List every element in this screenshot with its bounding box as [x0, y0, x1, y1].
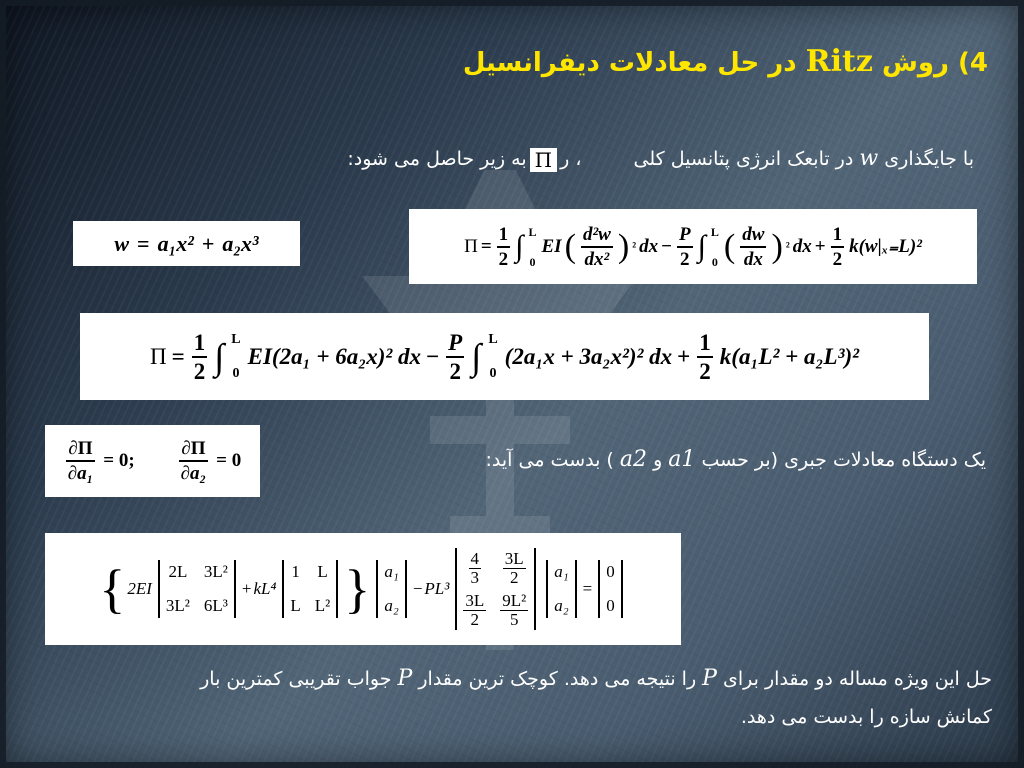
pi-general-ei: EI — [541, 235, 562, 257]
m3-cell — [463, 550, 486, 586]
line1-text-c: ر — [560, 148, 570, 170]
var-w: w — [859, 146, 879, 171]
line3-text-a: حل این ویژه مساله دو مقدار برای — [723, 668, 992, 690]
half2-num: 1 — [831, 225, 845, 248]
partial-a1 — [66, 439, 96, 483]
partial-a2 — [179, 439, 209, 483]
pi-general-plus: + — [814, 235, 826, 257]
equation-w-trial — [73, 221, 300, 266]
m3-num: 4 — [470, 549, 480, 568]
sub-limits-2 — [488, 333, 497, 381]
m3-num: 9L² — [502, 591, 527, 610]
m3-den: 2 — [470, 610, 480, 629]
sub-integral-1: ∫ — [214, 336, 225, 377]
coef-2ei: 2EI — [127, 579, 152, 598]
matrix-stiffness — [158, 560, 236, 618]
partial-a1-num: ∂Π — [66, 439, 94, 462]
pi-general-lhs: Π — [464, 235, 478, 257]
title-method-word: روش — [881, 48, 949, 78]
pi-symbol-inline: Π — [530, 148, 557, 172]
m3-num: 3L — [465, 591, 485, 610]
m1-cell: 3L² — [203, 562, 228, 581]
equation-pi-general: Π = $\frac{1}{2}$ ∫ L 0 EI ( $\frac{\text{d²w}}{\text{dx²}}$ ) ² dx − $\frac{P}{2}$ ∫ L 0 ( $\frac{dw}{dx}$ ) ² dx + $\frac{1}{2}$ k(w|ₓ₌L)² — [409, 209, 977, 284]
pi-sub-half-1 — [192, 331, 208, 383]
p-num: P — [677, 225, 693, 248]
limits-2 — [711, 226, 719, 268]
var-a2: a2 — [619, 447, 648, 472]
eq-w-lhs: w — [114, 230, 130, 256]
zero-cell: 0 — [606, 562, 615, 581]
conclusion-line-2 — [200, 698, 992, 736]
partial-a1-den: ∂a₁ — [67, 463, 94, 484]
title-number: 4) — [958, 48, 988, 78]
vector-a-2 — [546, 560, 576, 618]
lower-limit-1: 0 — [529, 254, 536, 269]
vec2-cell: a₁ — [554, 562, 569, 581]
m3-den: 2 — [509, 568, 519, 587]
m2-cell: L² — [314, 596, 331, 615]
pi-sub-term3: k(a₁L² + a₂L³)² — [719, 343, 860, 369]
m3-cell — [463, 592, 486, 628]
cond-eq1: = 0; — [103, 450, 135, 471]
spring-term: k(w|ₓ₌L)² — [849, 236, 922, 257]
pi-sub-term1: EI(2a₁ + 6a₂x)² dx — [247, 343, 422, 369]
sub-half-den: 2 — [193, 358, 206, 384]
integral-sign-2: ∫ — [697, 229, 706, 263]
second-derivative — [581, 225, 613, 269]
pi-general-minus: − — [661, 235, 672, 257]
m2-cell: L — [290, 596, 301, 615]
sub-lower-1: 0 — [232, 365, 240, 381]
integral-sign-1: ∫ — [515, 229, 524, 263]
coef-kl4: kL⁴ — [253, 579, 277, 598]
m3-cell — [500, 592, 528, 628]
limits-1 — [528, 226, 536, 268]
equation-stationary-conditions — [45, 425, 260, 497]
line2-text-b: ) بدست می آید: — [485, 449, 614, 471]
dw-num: dw — [740, 225, 766, 248]
dx2-den: dx² — [584, 248, 610, 270]
d2w-num: d²w — [581, 225, 613, 248]
pi-sub-term2: (2a₁x + 3a₂x²)² dx — [504, 343, 673, 369]
eq-w-term2: a₂x³ — [222, 230, 259, 256]
sub-half2-den: 2 — [699, 358, 711, 384]
line3-text-d: کمانش سازه را بدست می دهد. — [740, 706, 992, 728]
dx-1: dx — [639, 235, 659, 257]
vector-zero — [598, 560, 623, 618]
half-den: 2 — [498, 248, 509, 270]
equation-pi-substituted — [80, 313, 929, 400]
line2-and: و — [653, 449, 663, 471]
sub-lower-2: 0 — [489, 365, 497, 381]
vec-cell: a₂ — [384, 596, 399, 615]
brace-close: } — [344, 559, 371, 619]
half2-den: 2 — [832, 248, 843, 270]
p-den: 2 — [680, 248, 690, 270]
slide-title — [463, 44, 988, 79]
line3-text-c: جواب تقریبی کمترین بار — [200, 668, 392, 690]
lower-limit-2: 0 — [711, 254, 718, 269]
brace-open: { — [99, 559, 126, 619]
upper-limit-2: L — [710, 224, 719, 239]
m1-cell: 3L² — [165, 596, 190, 615]
partial-a2-num: ∂Π — [179, 439, 207, 462]
eq-w-term1: a₁x² — [157, 230, 194, 256]
paragraph-substitution — [347, 146, 974, 172]
paragraph-algebraic-system — [486, 447, 986, 472]
sub-upper-1: L — [231, 331, 241, 347]
pi-general-equals: = — [480, 235, 492, 257]
matrix-geometric — [455, 548, 536, 630]
p-over-2 — [677, 225, 693, 269]
half-num: 1 — [497, 225, 511, 248]
pi-sub-equals: = — [171, 343, 185, 369]
eq-w-equals: = — [137, 230, 150, 256]
pi-sub-half-2 — [697, 331, 713, 383]
m3-den: 3 — [470, 568, 480, 587]
sub-p-den: 2 — [449, 358, 461, 384]
first-derivative — [740, 225, 766, 269]
matrix-equals: = — [582, 579, 593, 598]
pi-sub-minus: − — [426, 343, 440, 369]
vec2-cell: a₂ — [554, 596, 569, 615]
sub-p-num: P — [446, 331, 464, 358]
pi-general-half-2 — [831, 225, 845, 269]
upper-limit-1: L — [528, 224, 537, 239]
pi-sub-lhs: Π — [149, 343, 167, 369]
cond-eq2: = 0 — [216, 450, 242, 471]
sub-integral-2: ∫ — [471, 336, 482, 377]
pi-general-half-1 — [497, 225, 511, 269]
sub-limits-1 — [231, 333, 240, 381]
line2-text-a: یک دستگاه معادلات جبری (بر حسب — [701, 449, 986, 471]
matrix-plus: + — [241, 579, 252, 598]
m2-cell: 1 — [291, 562, 300, 581]
sub-half-num: 1 — [192, 331, 208, 358]
title-latin-name: Ritz — [805, 44, 873, 79]
partial-a2-den: ∂a₂ — [180, 463, 207, 484]
line1-text-b: در تابعک انرژی پتانسیل کلی — [633, 148, 854, 170]
m1-cell: 2L — [168, 562, 188, 581]
m3-num: 3L — [504, 549, 524, 568]
eq-w-plus: + — [201, 230, 215, 256]
vector-a-1 — [376, 560, 406, 618]
square-1: ² — [632, 238, 637, 254]
line1-text-d: به زیر حاصل می شود: — [347, 148, 527, 170]
equation-eigen-matrix — [45, 533, 681, 645]
matrix-spring — [282, 560, 338, 618]
line3-text-b: را نتیجه می دهد. کوچک ترین مقدار — [418, 668, 697, 690]
title-rest: در حل معادلات دیفرانسیل — [462, 48, 797, 78]
square-2: ² — [785, 238, 790, 254]
dx-2: dx — [792, 235, 812, 257]
line1-text-a: با جایگذاری — [884, 148, 974, 170]
m3-den: 5 — [509, 610, 519, 629]
m2-cell: L — [317, 562, 328, 581]
zero-cell: 0 — [606, 596, 615, 615]
vec-cell: a₁ — [384, 562, 399, 581]
matrix-minus: − — [412, 579, 423, 598]
m1-cell: 6L³ — [203, 596, 228, 615]
coef-pl3: PL³ — [424, 579, 450, 598]
pi-sub-p-over-2 — [446, 331, 464, 383]
var-p-2: P — [397, 666, 413, 691]
pi-sub-plus: + — [677, 343, 691, 369]
sub-half2-num: 1 — [697, 331, 713, 358]
dx-den: dx — [743, 248, 763, 270]
var-p-1: P — [702, 666, 717, 691]
paragraph-conclusion — [200, 660, 992, 736]
sub-upper-2: L — [488, 331, 498, 347]
line1-comma: ، — [575, 148, 582, 170]
var-a1: a1 — [668, 447, 696, 472]
conclusion-line-1 — [200, 660, 992, 698]
m3-cell — [500, 550, 528, 586]
